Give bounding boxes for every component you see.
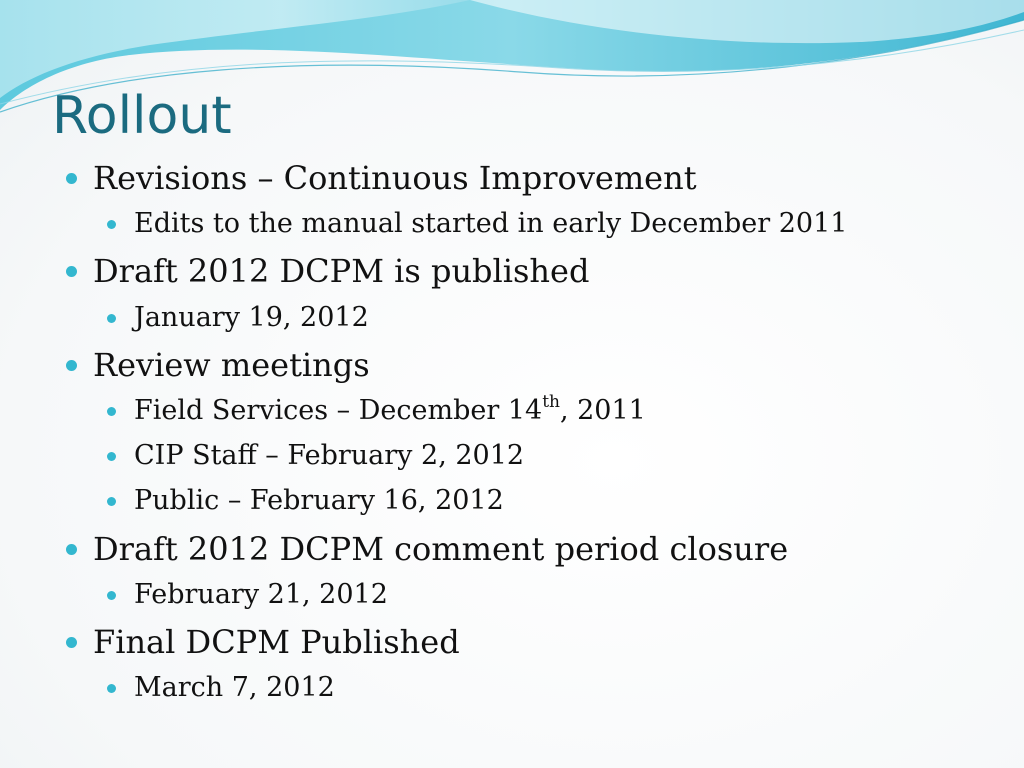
- bullet-icon: [107, 684, 116, 693]
- slide-title: Rollout: [52, 86, 232, 146]
- bullet-icon: [107, 407, 116, 416]
- list-item-text: Revisions – Continuous Improvement: [93, 159, 697, 197]
- bullet-icon: [66, 544, 77, 555]
- list-item-text: Draft 2012 DCPM comment period closure: [93, 530, 789, 568]
- bullet-icon: [107, 452, 116, 461]
- bullet-icon: [107, 220, 116, 229]
- list-subitem: [134, 671, 335, 705]
- list-item-text: Final DCPM Published: [93, 623, 460, 661]
- list-subitem: [134, 394, 646, 428]
- bullet-icon: [66, 266, 77, 277]
- list-item: [93, 529, 788, 569]
- list-subitem: [134, 484, 504, 518]
- bullet-icon: [66, 173, 77, 184]
- bullet-icon: [107, 314, 116, 323]
- list-subitem-text: March 7, 2012: [134, 672, 335, 703]
- list-item: [93, 158, 697, 198]
- list-subitem-text: Edits to the manual started in early December 2011: [134, 208, 848, 239]
- list-subitem-text: CIP Staff – February 2, 2012: [134, 440, 525, 471]
- bullet-icon: [66, 360, 77, 371]
- list-subitem: [134, 439, 524, 473]
- list-item: [93, 345, 370, 385]
- list-subitem-text: February 21, 2012: [134, 579, 388, 610]
- list-subitem: [134, 578, 388, 612]
- list-item: [93, 251, 589, 291]
- list-subitem-text: Public – February 16, 2012: [134, 485, 504, 516]
- list-subitem: [134, 207, 847, 241]
- list-subitem: [134, 301, 369, 335]
- list-subitem-text: Field Services – December 14th, 2011: [134, 392, 646, 426]
- list-item: [93, 622, 460, 662]
- bullet-icon: [107, 591, 116, 600]
- bullet-icon: [107, 497, 116, 506]
- list-subitem-text: January 19, 2012: [134, 302, 369, 333]
- list-item-text: Draft 2012 DCPM is published: [93, 252, 590, 290]
- list-item-text: Review meetings: [93, 346, 370, 384]
- superscript: th: [542, 392, 560, 412]
- bullet-icon: [66, 637, 77, 648]
